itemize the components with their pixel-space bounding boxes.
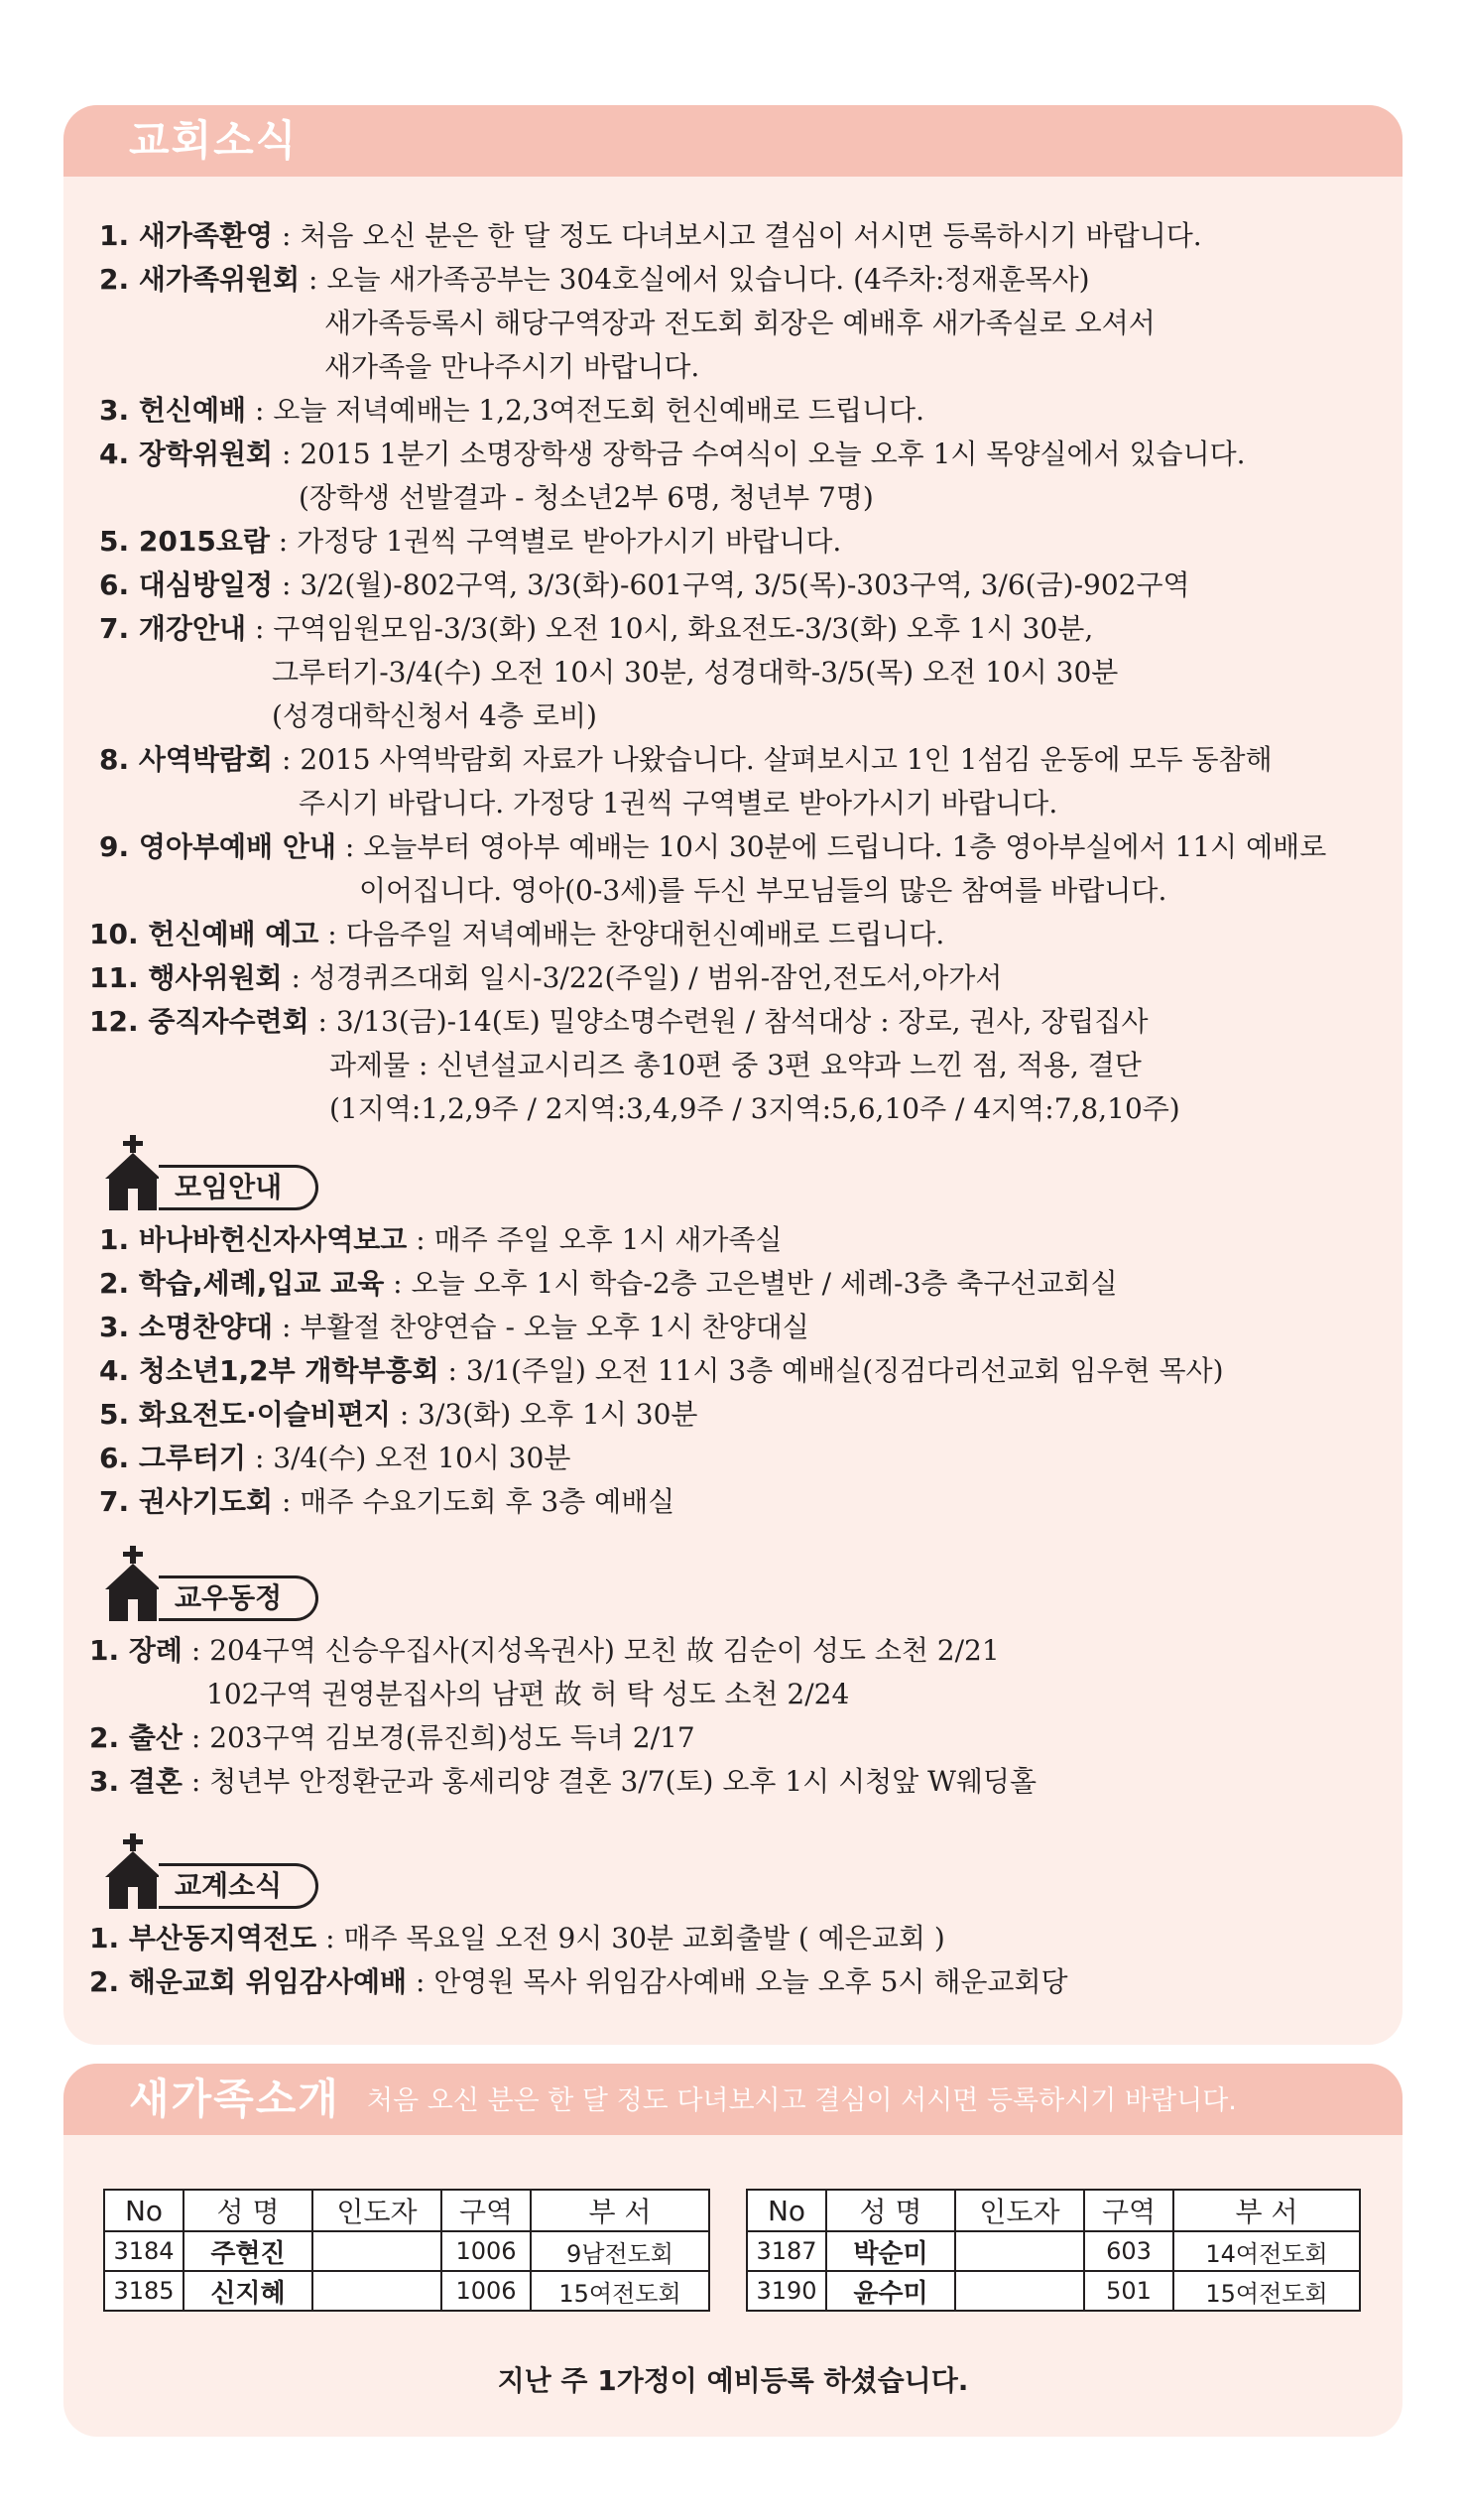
cell-name: 신지혜 <box>183 2271 312 2311</box>
cell-no: 3190 <box>747 2271 826 2311</box>
cell-guide <box>955 2231 1084 2271</box>
member-item-1-cont-1: 102구역 권영분집사의 남편 故 허 탁 성도 소천 2/24 <box>206 1678 850 1710</box>
col-name: 성 명 <box>826 2190 955 2231</box>
table-row <box>747 2231 1360 2271</box>
meeting-item-7: 7. 권사기도회 : 매주 수요기도회 후 3층 예배실 <box>99 1485 675 1518</box>
news-item-7-cont-1: 그루터기-3/4(수) 오전 10시 30분, 성경대학-3/5(목) 오전 10시 30분 <box>272 656 1119 689</box>
col-dept: 부 서 <box>531 2190 709 2231</box>
news-item-9-cont-1: 이어집니다. 영아(0-3세)를 두신 부모님들의 많은 참여를 바랍니다. <box>359 874 1167 907</box>
new-family-footer: 지난 주 1가정이 예비등록 하셨습니다. <box>497 2364 969 2397</box>
news-item-3: 3. 헌신예배 : 오늘 저녁예배는 1,2,3여전도회 헌신예배로 드립니다. <box>99 394 925 427</box>
news-item-12: 12. 중직자수련회 : 3/13(금)-14(토) 밀양소명수련원 / 참석대상 : 장로, 권사, 장립집사 <box>89 1005 1149 1038</box>
new-family-title: 새가족소개 <box>129 2075 340 2123</box>
members-title: 교우동정 <box>159 1575 318 1621</box>
new-family-header <box>63 2064 1403 2135</box>
member-item-2: 2. 출산 : 203구역 김보경(류진희)성도 득녀 2/17 <box>89 1721 695 1754</box>
church-icon <box>103 1544 163 1623</box>
cell-dept: 15여전도회 <box>1173 2271 1360 2311</box>
news-item-6: 6. 대심방일정 : 3/2(월)-802구역, 3/3(화)-601구역, 3/5(목)-303구역, 3/6(금)-902구역 <box>99 568 1190 601</box>
col-no: No <box>747 2190 826 2231</box>
meeting-item-2: 2. 학습,세례,입교 교육 : 오늘 오후 1시 학습-2층 고은별반 / 세례-3층 축구선교회실 <box>99 1267 1118 1300</box>
cell-guide <box>312 2271 441 2311</box>
church-icon <box>103 1133 163 1212</box>
new-family-panel <box>63 2064 1403 2437</box>
new-family-table-left <box>103 2189 710 2312</box>
news-item-10: 10. 헌신예배 예고 : 다음주일 저녁예배는 찬양대헌신예배로 드립니다. <box>89 918 945 950</box>
news-item-8: 8. 사역박람회 : 2015 사역박람회 자료가 나왔습니다. 살펴보시고 1인 1섬김 운동에 모두 동참해 <box>99 743 1273 776</box>
col-name: 성 명 <box>183 2190 312 2231</box>
news-item-4: 4. 장학위원회 : 2015 1분기 소명장학생 장학금 수여식이 오늘 오후 1시 목양실에서 있습니다. <box>99 438 1246 470</box>
cell-district: 603 <box>1084 2231 1173 2271</box>
table-row <box>747 2271 1360 2311</box>
col-no: No <box>104 2190 183 2231</box>
cell-dept: 9남전도회 <box>531 2231 709 2271</box>
news-item-5: 5. 2015요람 : 가정당 1권씩 구역별로 받아가시기 바랍니다. <box>99 525 842 558</box>
cell-district: 501 <box>1084 2271 1173 2311</box>
cell-name: 박순미 <box>826 2231 955 2271</box>
news-item-7-cont-2: (성경대학신청서 4층 로비) <box>272 699 597 732</box>
cell-name: 윤수미 <box>826 2271 955 2311</box>
church-news-title: 교회소식 <box>129 116 299 165</box>
cell-no: 3184 <box>104 2231 183 2271</box>
news-item-9: 9. 영아부예배 안내 : 오늘부터 영아부 예배는 10시 30분에 드립니다. 1층 영아부실에서 11시 예배로 <box>99 830 1327 863</box>
col-guide: 인도자 <box>312 2190 441 2231</box>
news-item-1: 1. 새가족환영 : 처음 오신 분은 한 달 정도 다녀보시고 결심이 서시면 등록하시기 바랍니다. <box>99 219 1202 252</box>
meeting-item-5: 5. 화요전도·이슬비편지 : 3/3(화) 오후 1시 30분 <box>99 1398 698 1431</box>
meetings-title: 모임안내 <box>159 1165 318 1210</box>
news-item-11: 11. 행사위원회 : 성경퀴즈대회 일시-3/22(주일) / 범위-잠언,전도서,아가서 <box>89 961 1003 994</box>
col-district: 구역 <box>441 2190 531 2231</box>
meeting-item-4: 4. 청소년1,2부 개학부흥회 : 3/1(주일) 오전 11시 3층 예배실(징검다리선교회 임우현 목사) <box>99 1354 1224 1387</box>
meeting-item-3: 3. 소명찬양대 : 부활절 찬양연습 - 오늘 오후 1시 찬양대실 <box>99 1311 809 1343</box>
table-header-row <box>747 2190 1360 2231</box>
member-item-3: 3. 결혼 : 청년부 안정환군과 홍세리양 결혼 3/7(토) 오후 1시 시청앞 W웨딩홀 <box>89 1765 1038 1798</box>
cell-district: 1006 <box>441 2271 531 2311</box>
news-item-8-cont-1: 주시기 바랍니다. 가정당 1권씩 구역별로 받아가시기 바랍니다. <box>299 787 1058 819</box>
meeting-item-1: 1. 바나바헌신자사역보고 : 매주 주일 오후 1시 새가족실 <box>99 1223 783 1256</box>
cell-no: 3187 <box>747 2231 826 2271</box>
interchurch-item-1: 1. 부산동지역전도 : 매주 목요일 오전 9시 30분 교회출발 ( 예은교회 ) <box>89 1922 945 1954</box>
cell-guide <box>312 2231 441 2271</box>
news-item-4-cont-1: (장학생 선발결과 - 청소년2부 6명, 청년부 7명) <box>299 481 874 514</box>
cell-no: 3185 <box>104 2271 183 2311</box>
news-item-2-cont-1: 새가족등록시 해당구역장과 전도회 회장은 예배후 새가족실로 오셔서 <box>324 307 1156 339</box>
table-row <box>104 2231 709 2271</box>
table-header-row <box>104 2190 709 2231</box>
church-news-panel <box>63 105 1403 2045</box>
meeting-item-6: 6. 그루터기 : 3/4(수) 오전 10시 30분 <box>99 1442 571 1474</box>
interchurch-title: 교계소식 <box>159 1863 318 1909</box>
cell-name: 주현진 <box>183 2231 312 2271</box>
news-item-12-cont-1: 과제물 : 신년설교시리즈 총10편 중 3편 요약과 느낀 점, 적용, 결단 <box>329 1049 1142 1081</box>
news-item-2-cont-2: 새가족을 만나주시기 바랍니다. <box>324 350 700 383</box>
table-row <box>104 2271 709 2311</box>
church-icon <box>103 1831 163 1911</box>
col-guide: 인도자 <box>955 2190 1084 2231</box>
cell-dept: 15여전도회 <box>531 2271 709 2311</box>
interchurch-item-2: 2. 해운교회 위임감사예배 : 안영원 목사 위임감사예배 오늘 오후 5시 해운교회당 <box>89 1965 1068 1998</box>
col-dept: 부 서 <box>1173 2190 1360 2231</box>
cell-district: 1006 <box>441 2231 531 2271</box>
news-item-12-cont-2: (1지역:1,2,9주 / 2지역:3,4,9주 / 3지역:5,6,10주 / 4지역:7,8,10주) <box>329 1092 1180 1125</box>
col-district: 구역 <box>1084 2190 1173 2231</box>
church-news-header <box>63 105 1403 177</box>
new-family-subtitle: 처음 오신 분은 한 달 정도 다녀보시고 결심이 서시면 등록하시기 바랍니다. <box>367 2085 1237 2116</box>
cell-guide <box>955 2271 1084 2311</box>
member-item-1: 1. 장례 : 204구역 신승우집사(지성옥권사) 모친 故 김순이 성도 소천 2/21 <box>89 1634 1000 1667</box>
news-item-7: 7. 개강안내 : 구역임원모임-3/3(화) 오전 10시, 화요전도-3/3(화) 오후 1시 30분, <box>99 612 1094 645</box>
news-item-2: 2. 새가족위원회 : 오늘 새가족공부는 304호실에서 있습니다. (4주차:정재훈목사) <box>99 263 1090 296</box>
new-family-table-right <box>746 2189 1361 2312</box>
cell-dept: 14여전도회 <box>1173 2231 1360 2271</box>
